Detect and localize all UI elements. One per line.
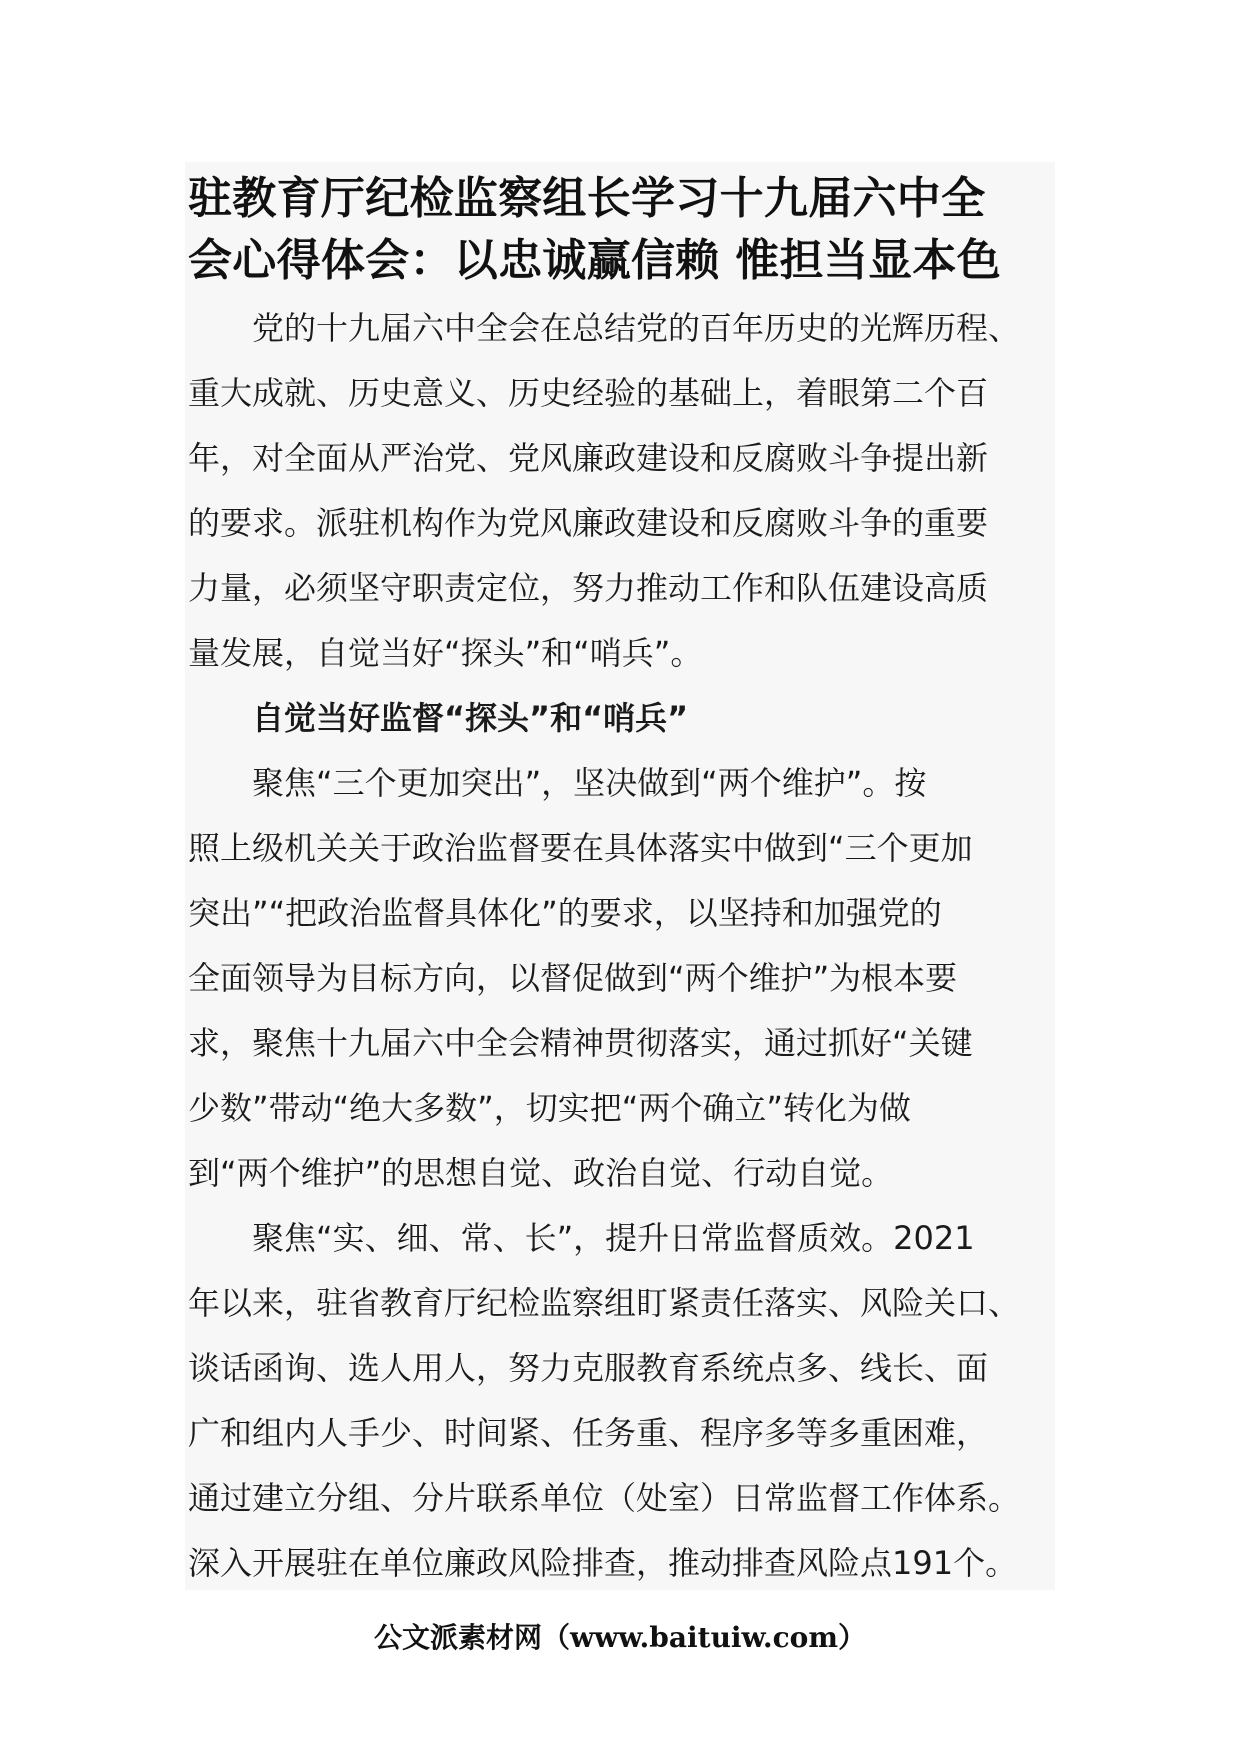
paragraph-line: 到“两个维护”的思想自觉、政治自觉、行动自觉。 [188, 1154, 894, 1192]
paragraph-line: 聚焦“三个更加突出”，坚决做到“两个维护”。按 [252, 764, 927, 802]
paragraph-line: 少数”带动“绝大多数”，切实把“两个确立”转化为做 [188, 1089, 911, 1127]
paragraph-line: 量发展，自觉当好“探头”和“哨兵”。 [188, 634, 703, 672]
document-title [188, 168, 1068, 292]
paragraph-line: 通过建立分组、分片联系单位（处室）日常监督工作体系。 [188, 1479, 1021, 1517]
paragraph-line: 深入开展驻在单位廉政风险排查，推动排查风险点191个。 [188, 1544, 1018, 1582]
paragraph-line: 的要求。派驻机构作为党风廉政建设和反腐败斗争的重要 [188, 504, 989, 542]
paragraph-line: 谈话函询、选人用人，努力克服教育系统点多、线长、面 [188, 1349, 989, 1387]
paragraph-line: 聚焦“实、细、常、长”，提升日常监督质效。2021 [252, 1219, 975, 1257]
paragraph-line: 力量，必须坚守职责定位，努力推动工作和队伍建设高质 [188, 569, 989, 607]
paragraph-line: 求，聚焦十九届六中全会精神贯彻落实，通过抓好“关键 [188, 1024, 973, 1062]
paragraph-line: 全面领导为目标方向，以督促做到“两个维护”为根本要 [188, 959, 958, 997]
paragraph-line: 重大成就、历史意义、历史经验的基础上，着眼第二个百 [188, 374, 989, 412]
document-body [188, 296, 1068, 1596]
title-line-1: 驻教育厅纪检监察组长学习十九届六中全 [188, 173, 986, 224]
paragraph-line: 突出”“把政治监督具体化”的要求，以坚持和加强党的 [188, 894, 942, 932]
section-heading: 自觉当好监督“探头”和“哨兵” [252, 699, 689, 737]
paragraph-line: 年，对全面从严治党、党风廉政建设和反腐败斗争提出新 [188, 439, 989, 477]
footer-source: 公文派素材网（www.baituiw.com） [374, 1621, 866, 1654]
paragraph-line: 照上级机关关于政治监督要在具体落实中做到“三个更加 [188, 829, 973, 867]
paragraph-line: 广和组内人手少、时间紧、任务重、程序多等多重困难， [188, 1414, 989, 1452]
paragraph-line: 年以来，驻省教育厅纪检监察组盯紧责任落实、风险关口、 [188, 1284, 1021, 1322]
paragraph-line: 党的十九届六中全会在总结党的百年历史的光辉历程、 [252, 309, 1021, 347]
title-line-2: 会心得体会：以忠诚赢信赖 惟担当显本色 [188, 235, 1002, 286]
